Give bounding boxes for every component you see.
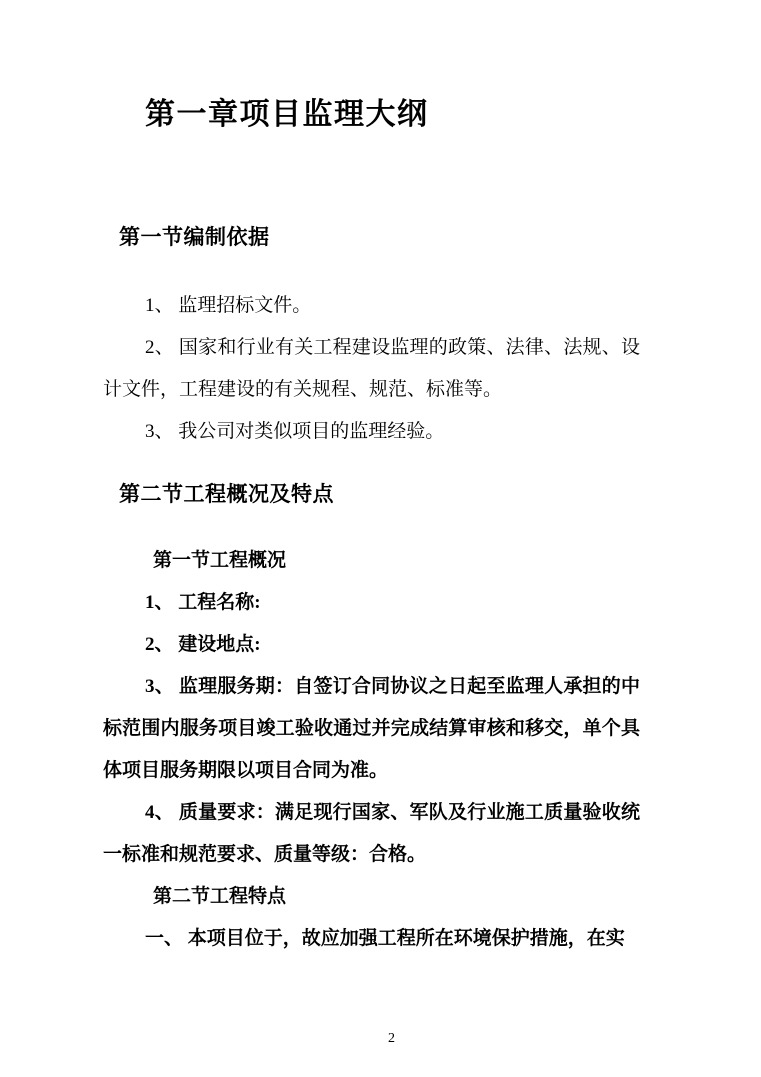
section-1-heading: 第一节编制依据: [119, 225, 270, 249]
page-number: 2: [388, 1031, 395, 1046]
section-2-item-4: 4、 质量要求：满足现行国家、军队及行业施工质量验收统一标准和规范要求、质量等级：合格。: [103, 802, 640, 865]
section-2-item-3: 3、 监理服务期：自签订合同协议之日起至监理人承担的中标范围内服务项目竣工验收通过并完成结算审核和移交，单个具体项目服务期限以项目合同为准。: [103, 676, 640, 781]
section-1-item-2: 2、 国家和行业有关工程建设监理的政策、法律、法规、设计文件，工程建设的有关规程、规范、标准等。: [103, 337, 640, 400]
section-1-item-3: 3、 我公司对类似项目的监理经验。: [145, 421, 445, 442]
subsection-2-paragraph: 一、 本项目位于，故应加强工程所在环境保护措施，在实: [145, 928, 625, 949]
section-2-heading: 第二节工程概况及特点: [119, 482, 334, 506]
section-2-item-1: 1、 工程名称:: [145, 592, 261, 613]
section-1-item-1: 1、 监理招标文件。: [145, 295, 312, 316]
subsection-2-heading: 第二节工程特点: [153, 886, 287, 907]
document-content: [103, 0, 640, 960]
section-2-item-2: 2、 建设地点:: [145, 634, 261, 655]
subsection-1-heading: 第一节工程概况: [153, 550, 287, 571]
chapter-title: 第一章项目监理大纲: [145, 98, 429, 131]
